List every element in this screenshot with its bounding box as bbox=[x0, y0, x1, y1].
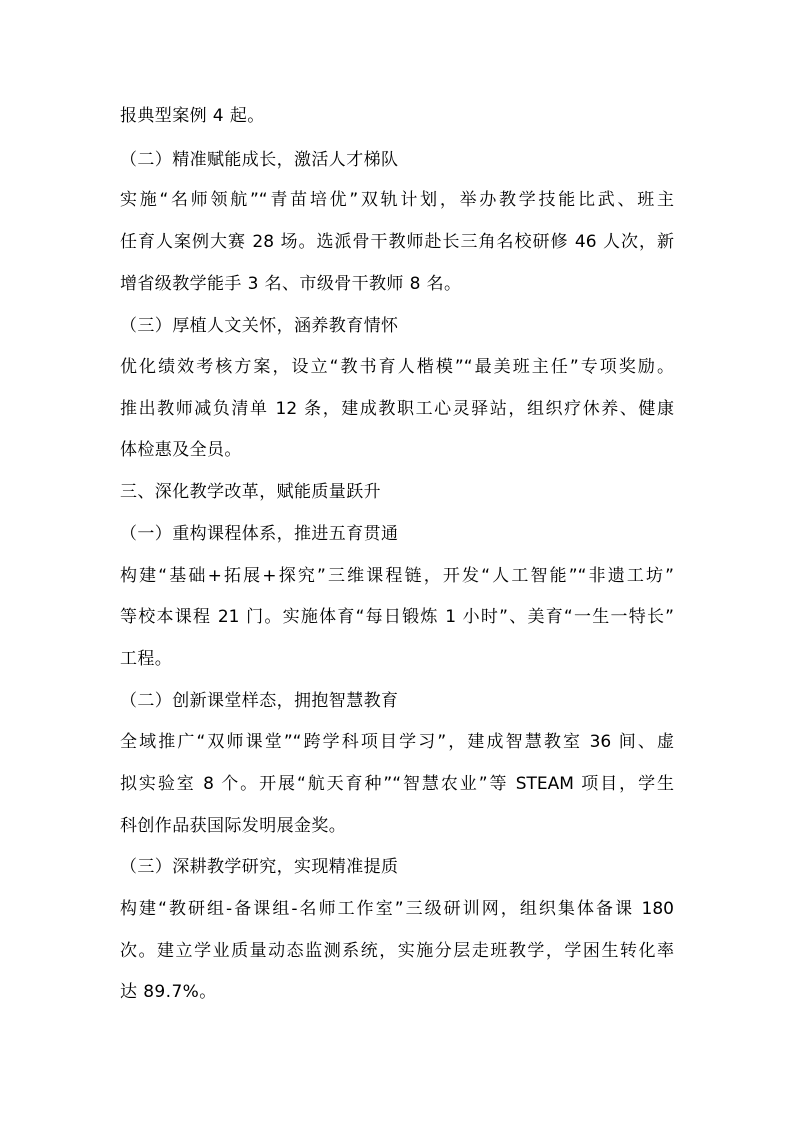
paragraph-line: 任育人案例大赛 28 场。选派骨干教师赴长三角名校研修 46 人次，新 bbox=[120, 232, 674, 252]
section-heading: （二）精准赋能成长，激活人才梯队 bbox=[120, 150, 399, 170]
section-heading: （二）创新课堂样态，拥抱智慧教育 bbox=[120, 691, 399, 711]
paragraph-line: 科创作品获国际发明展金奖。 bbox=[120, 816, 347, 836]
chapter-heading: 三、深化教学改革，赋能质量跃升 bbox=[120, 482, 381, 502]
section-heading: （三）厚植人文关怀，涵养教育情怀 bbox=[120, 316, 399, 336]
paragraph-line: 报典型案例 4 起。 bbox=[120, 106, 265, 126]
paragraph-line: 增省级教学能手 3 名、市级骨干教师 8 名。 bbox=[120, 274, 462, 294]
paragraph-line: 构建“教研组-备课组-名师工作室”三级研训网，组织集体备课 180 bbox=[120, 899, 674, 919]
paragraph-line: 体检惠及全员。 bbox=[120, 440, 242, 460]
paragraph-line: 工程。 bbox=[120, 649, 173, 669]
section-heading: （一）重构课程体系，推进五育贯通 bbox=[120, 524, 399, 544]
paragraph-line: 全域推广“双师课堂”“跨学科项目学习”，建成智慧教室 36 间、虚 bbox=[120, 732, 674, 752]
paragraph-line: 拟实验室 8 个。开展“航天育种”“智慧农业”等 STEAM 项目，学生 bbox=[120, 774, 674, 794]
paragraph-line: 达 89.7%。 bbox=[120, 982, 217, 1002]
paragraph-line: 次。建立学业质量动态监测系统，实施分层走班教学，学困生转化率 bbox=[120, 941, 674, 961]
paragraph-line: 等校本课程 21 门。实施体育“每日锻炼 1 小时”、美育“一生一特长” bbox=[120, 607, 674, 627]
section-heading: （三）深耕教学研究，实现精准提质 bbox=[120, 857, 399, 877]
paragraph-line: 实施“名师领航”“青苗培优”双轨计划，举办教学技能比武、班主 bbox=[120, 190, 674, 210]
paragraph-line: 构建“基础+拓展+探究”三维课程链，开发“人工智能”“非遗工坊” bbox=[120, 566, 674, 586]
paragraph-line: 推出教师减负清单 12 条，建成教职工心灵驿站，组织疗休养、健康 bbox=[120, 399, 674, 419]
paragraph-line: 优化绩效考核方案，设立“教书育人楷模”“最美班主任”专项奖励。 bbox=[120, 357, 674, 377]
